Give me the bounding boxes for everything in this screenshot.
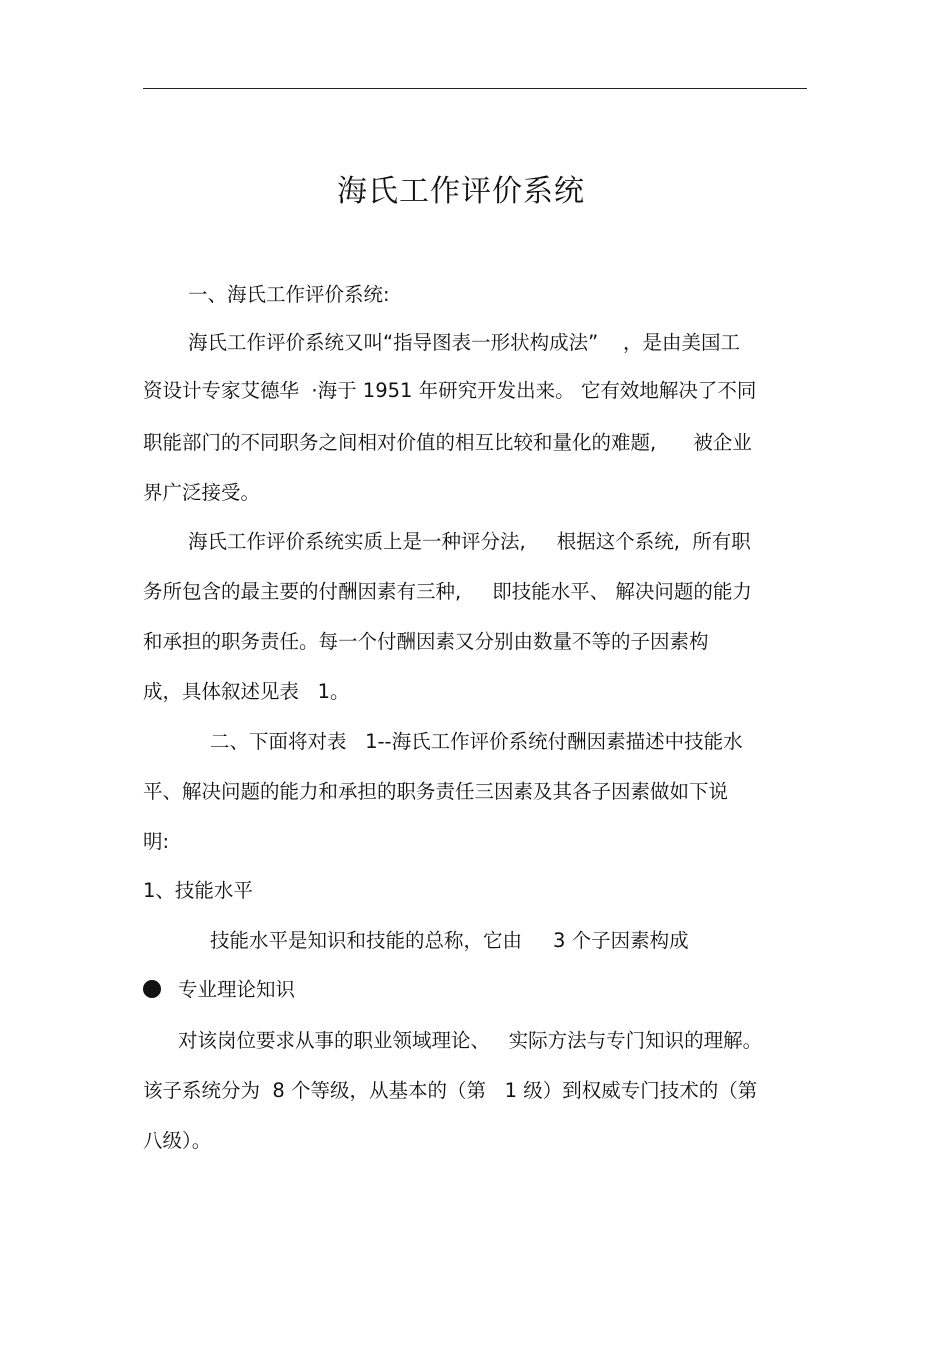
paragraph-line: 务所包含的最主要的付酬因素有三种, 即技能水平、 解决问题的能力	[143, 580, 752, 603]
section-heading-2: 二、下面将对表 1--海氏工作评价系统付酬因素描述中技能水	[210, 730, 743, 753]
paragraph-line: 八级）。	[143, 1129, 212, 1152]
paragraph-line: 对该岗位要求从事的职业领域理论、 实际方法与专门知识的理解。	[178, 1029, 763, 1052]
paragraph-line: 资设计专家艾德华 ·海于 1951 年研究开发出来。 它有效地解决了不同	[143, 379, 757, 402]
paragraph-line: 成，具体叙述见表 1。	[143, 680, 350, 703]
section-heading-1: 一、海氏工作评价系统:	[188, 283, 390, 306]
section-heading-2-cont: 平、解决问题的能力和承担的职务责任三因素及其各子因素做如下说	[143, 780, 729, 803]
paragraph-line: 海氏工作评价系统又叫“指导图表一形状构成法” ，是由美国工	[188, 331, 740, 354]
subsection-intro: 技能水平是知识和技能的总称，它由 3 个子因素构成	[210, 929, 689, 952]
bullet-icon	[143, 980, 161, 998]
paragraph-line: 界广泛接受。	[143, 481, 261, 504]
paragraph-line: 海氏工作评价系统实质上是一种评分法, 根据这个系统, 所有职	[188, 530, 751, 553]
document-title: 海氏工作评价系统	[337, 174, 585, 209]
paragraph-line: 该子系统分为 8 个等级，从基本的（第 1 级）到权威专门技术的（第	[143, 1079, 758, 1102]
subsection-heading: 1、技能水平	[143, 879, 253, 902]
section-heading-2-cont: 明:	[143, 830, 170, 853]
header-rule	[143, 88, 807, 89]
paragraph-line: 和承担的职务责任。每一个付酬因素又分别由数量不等的子因素构	[143, 630, 709, 653]
bullet-label: 专业理论知识	[178, 978, 296, 1001]
paragraph-line: 职能部门的不同职务之间相对价值的相互比较和量化的难题, 被企业	[143, 431, 752, 454]
